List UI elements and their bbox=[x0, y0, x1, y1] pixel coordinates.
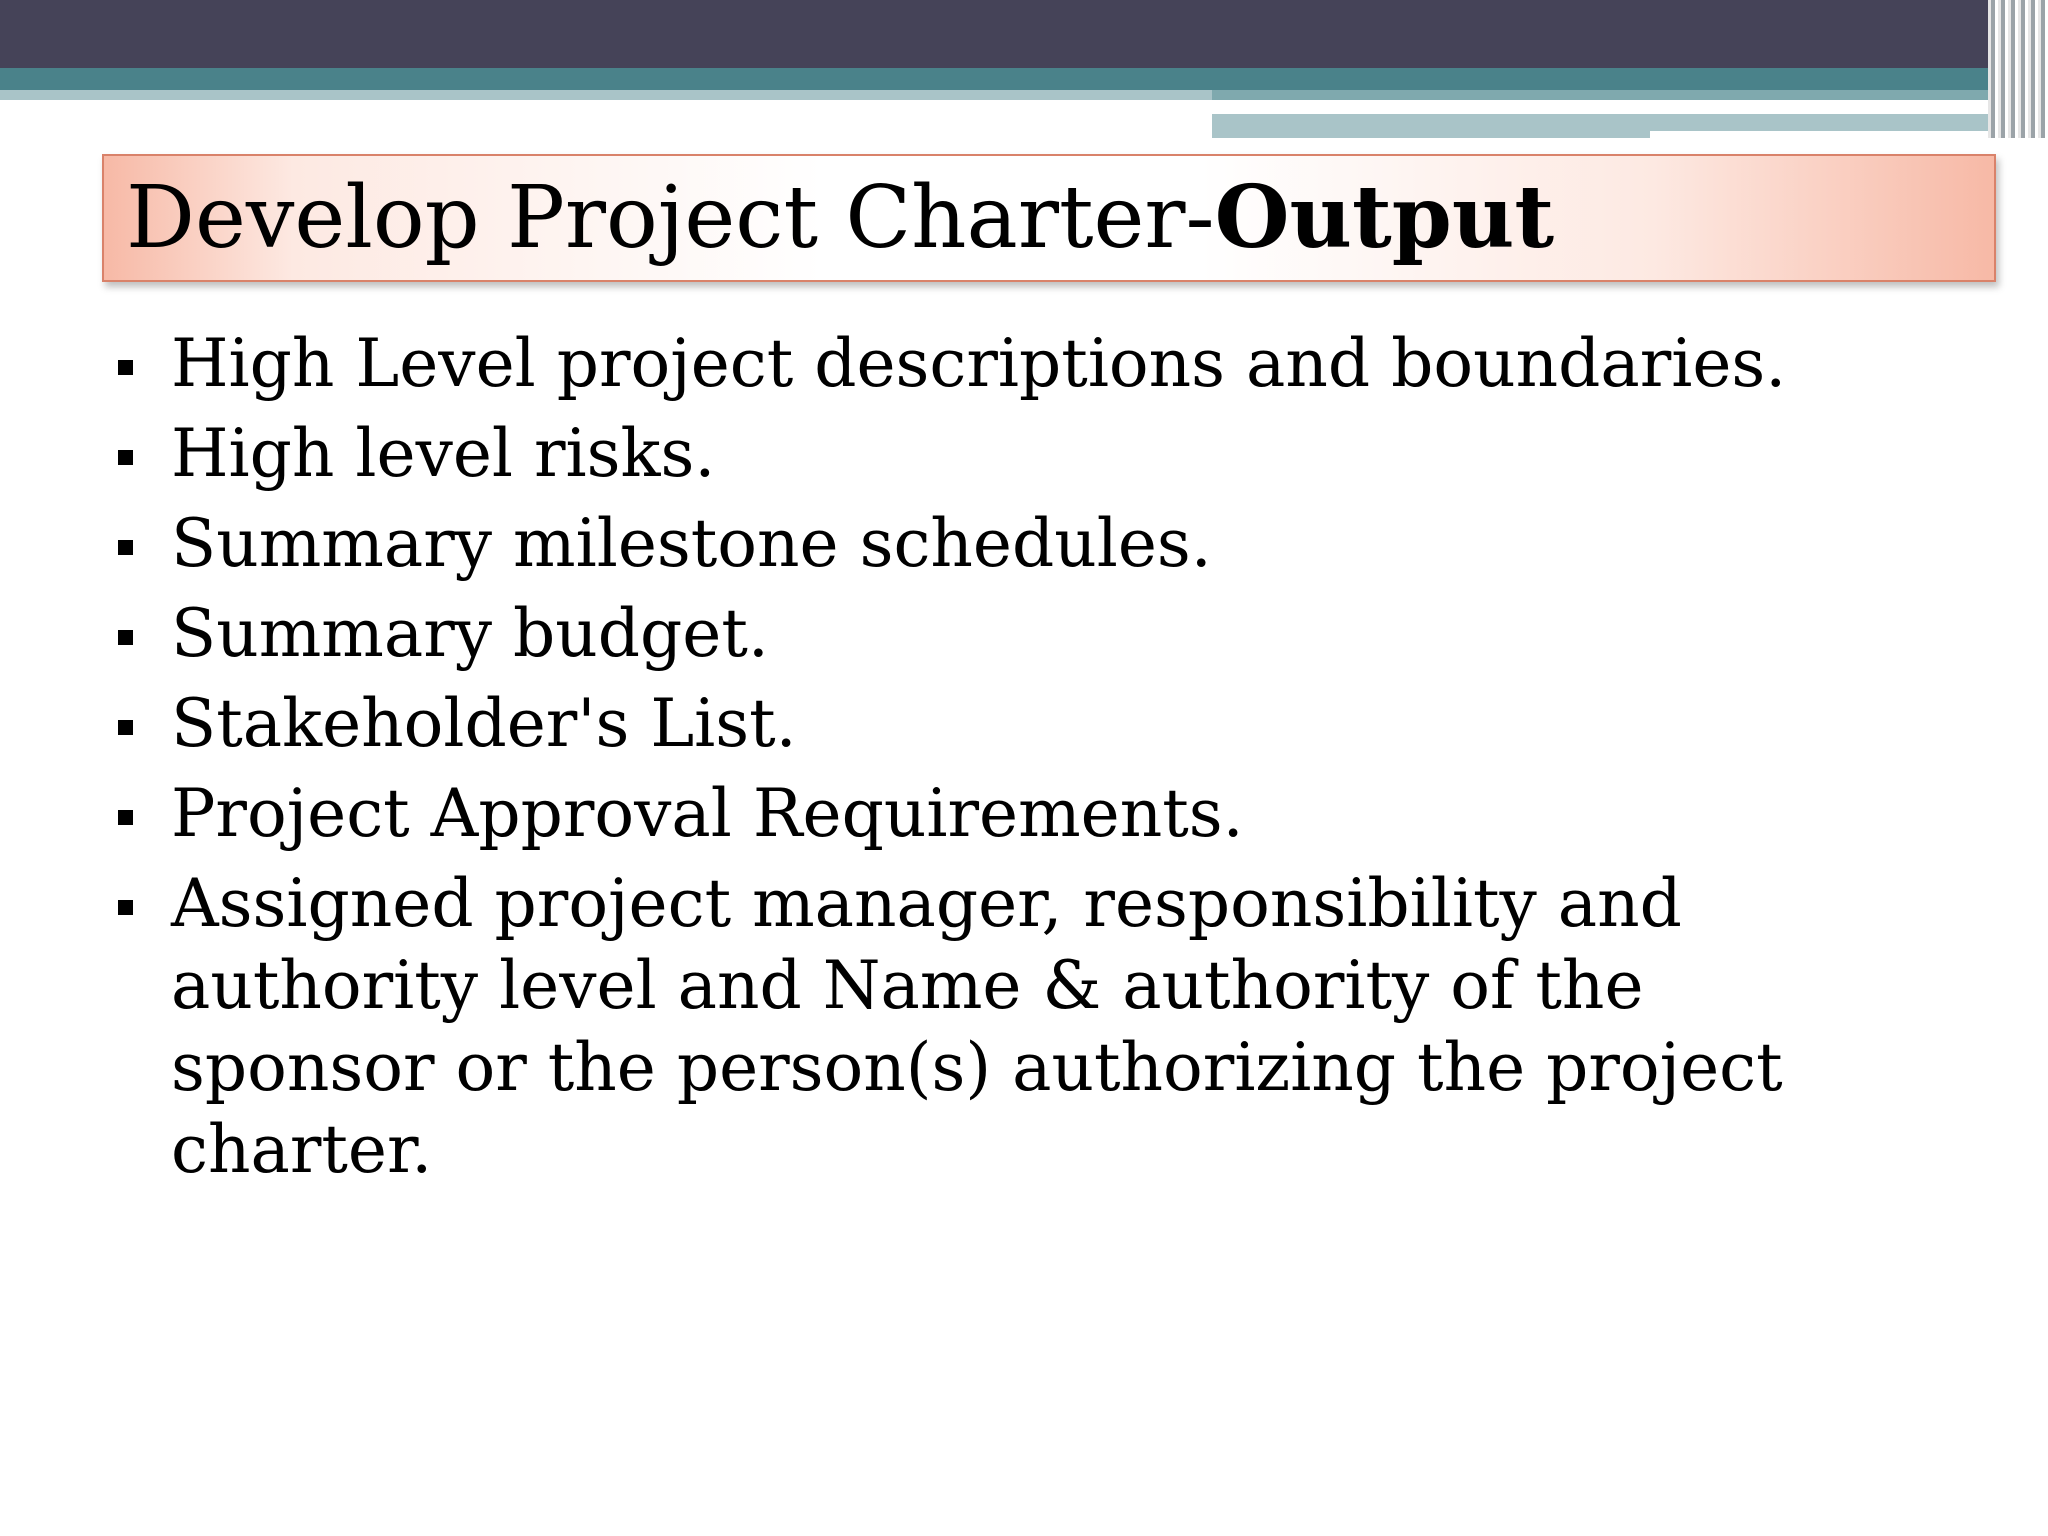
bullet-item bbox=[118, 773, 1918, 855]
title-bold: Output bbox=[1214, 167, 1555, 268]
bullet-square-icon bbox=[118, 360, 133, 375]
bullet-item bbox=[118, 683, 1918, 765]
bullet-text: Summary budget. bbox=[171, 595, 769, 672]
bullet-square-icon bbox=[118, 720, 133, 735]
bullet-item bbox=[118, 863, 1918, 1191]
title-box bbox=[102, 154, 1996, 282]
top-dark-band bbox=[0, 0, 2048, 68]
bullet-square-icon bbox=[118, 810, 133, 825]
bullet-square-icon bbox=[118, 630, 133, 645]
bullet-text: High level risks. bbox=[171, 415, 716, 492]
top-teal-bar bbox=[0, 68, 2010, 90]
slide-title bbox=[126, 167, 1555, 268]
bullet-item bbox=[118, 413, 1918, 495]
top-white-notch bbox=[1650, 131, 2010, 139]
corner-stripes bbox=[1988, 0, 2048, 138]
top-right-bar bbox=[1212, 90, 2010, 100]
bullet-text: Summary milestone schedules. bbox=[171, 505, 1212, 582]
bullet-square-icon bbox=[118, 900, 133, 915]
bullet-square-icon bbox=[118, 540, 133, 555]
title-regular: Develop Project Charter- bbox=[126, 168, 1215, 268]
bullet-item bbox=[118, 593, 1918, 675]
bullet-item bbox=[118, 503, 1918, 585]
bullet-item bbox=[118, 323, 1918, 405]
top-light-bar bbox=[0, 90, 1212, 100]
bullet-text: High Level project descriptions and boundaries. bbox=[171, 325, 1787, 402]
bullet-square-icon bbox=[118, 450, 133, 465]
bullet-text: Project Approval Requirements. bbox=[171, 775, 1244, 852]
bullet-list bbox=[118, 323, 1918, 1199]
bullet-text: Assigned project manager, responsibility and authority level and Name & authority of the sponsor or the person(s) authorizing the project charter. bbox=[171, 865, 1783, 1188]
bullet-text: Stakeholder's List. bbox=[171, 685, 797, 762]
